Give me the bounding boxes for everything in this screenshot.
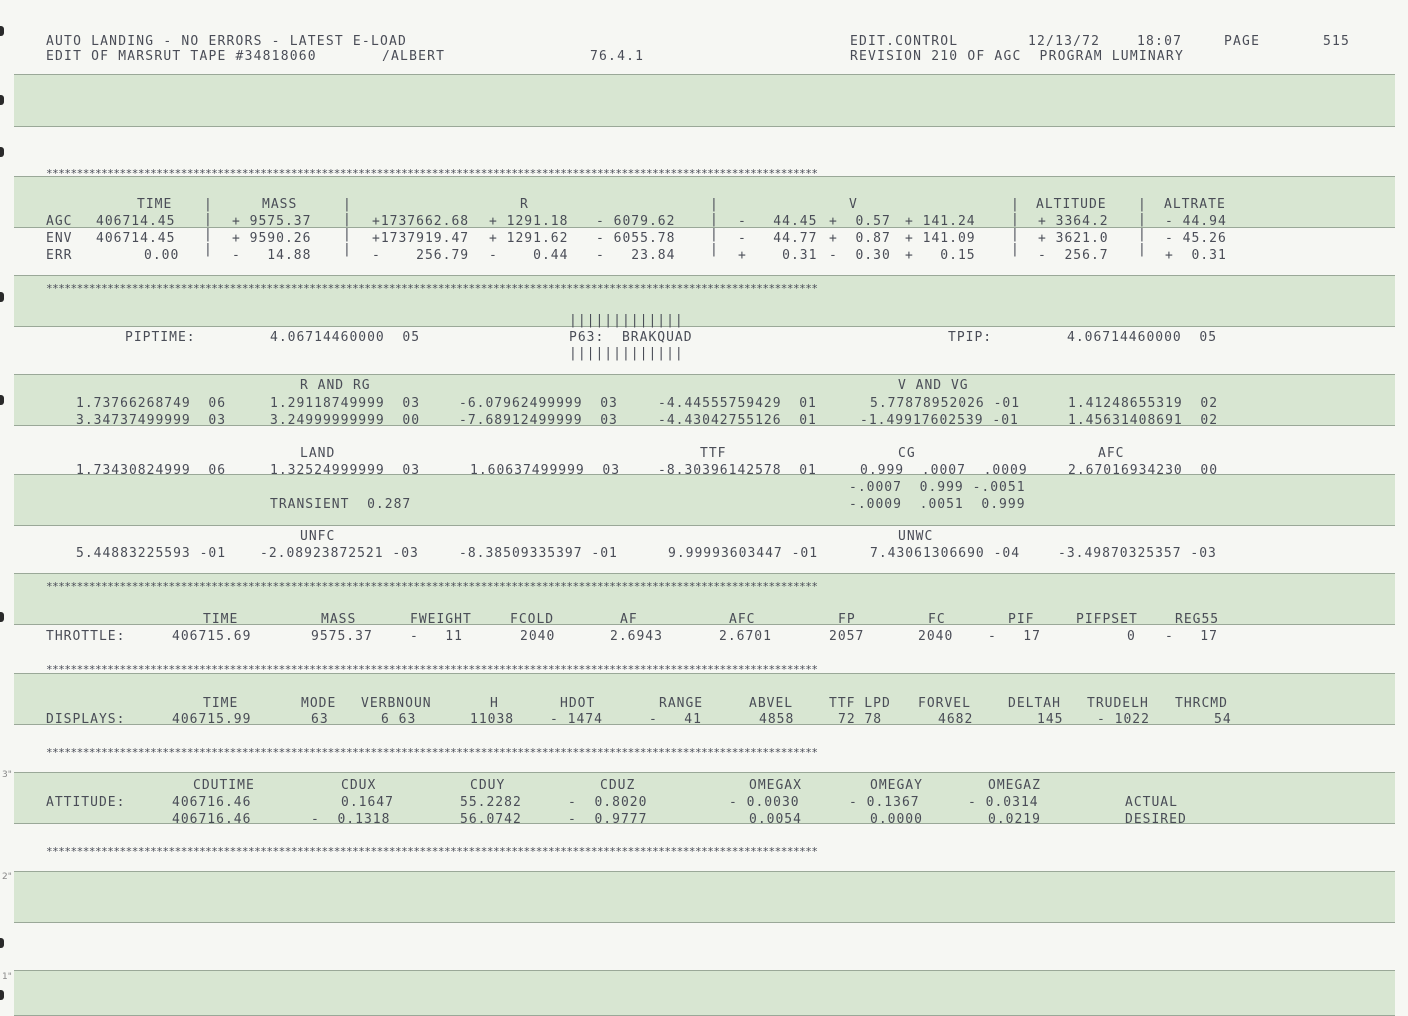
separator: ****************************************************************************************************************************** xyxy=(46,167,818,180)
row-v2: - 0.30 xyxy=(829,248,891,263)
throttle-val: 406715.69 xyxy=(172,629,252,644)
ttf-value: -8.30396142578 01 xyxy=(658,463,817,478)
attitude-desired: DESIRED xyxy=(1125,812,1187,827)
throttle-val: 2.6701 xyxy=(719,629,772,644)
afc-value: 2.67016934230 00 xyxy=(1068,463,1219,478)
header-author: /ALBERT xyxy=(382,49,446,64)
unit-cell: 7.43061306690 -04 xyxy=(870,546,1021,561)
cg-row: -.0009 .0051 0.999 xyxy=(849,497,1026,512)
land-cell: 1.32524999999 03 xyxy=(270,463,421,478)
attitude-col: CDUTIME xyxy=(193,778,255,793)
displays-val: 145 xyxy=(1037,712,1064,727)
row-alt: + 3621.0 xyxy=(1038,231,1109,246)
attitude-val: 0.0219 xyxy=(988,812,1041,827)
row-mass: + 9575.37 xyxy=(232,214,312,229)
displays-col: TTF LPD xyxy=(829,696,891,711)
separator: ****************************************************************************************************************************** xyxy=(46,282,818,295)
margin-mark: 1" xyxy=(2,972,12,982)
row-v2: + 0.57 xyxy=(829,214,891,229)
vec-cell: 1.45631408691 02 xyxy=(1068,413,1219,428)
row-alt: + 3364.2 xyxy=(1038,214,1109,229)
separator: ****************************************************************************************************************************** xyxy=(46,580,818,593)
separator: ****************************************************************************************************************************** xyxy=(46,746,818,759)
attitude-val: - 0.0314 xyxy=(968,795,1039,810)
vec-cell: 1.29118749999 03 xyxy=(270,396,421,411)
attitude-val: - 0.9777 xyxy=(568,812,648,827)
throttle-col: AFC xyxy=(729,612,756,627)
land-title: LAND xyxy=(300,446,336,461)
row-time: 0.00 xyxy=(144,248,180,263)
vec-cell: 5.77878952026 -01 xyxy=(870,396,1021,411)
throttle-val: 2057 xyxy=(829,629,865,644)
feed-hole xyxy=(0,26,4,36)
attitude-val: - 0.8020 xyxy=(568,795,648,810)
col-altrate: ALTRATE xyxy=(1164,197,1226,212)
displays-col: ABVEL xyxy=(749,696,794,711)
throttle-val: - 17 xyxy=(988,629,1041,644)
attitude-col: OMEGAX xyxy=(749,778,802,793)
attitude-val: 0.1647 xyxy=(341,795,394,810)
attitude-col: OMEGAY xyxy=(870,778,923,793)
program-bars-bottom: ||||||||||||| xyxy=(569,346,684,361)
row-r3: - 6055.78 xyxy=(596,231,676,246)
feed-hole xyxy=(0,95,4,105)
displays-col: HDOT xyxy=(560,696,596,711)
header-edit-control: EDIT.CONTROL xyxy=(850,34,959,49)
header-title: AUTO LANDING - NO ERRORS - LATEST E-LOAD xyxy=(46,34,408,49)
vec-cell: 1.41248655319 02 xyxy=(1068,396,1219,411)
displays-col: TIME xyxy=(203,696,239,711)
col-mass: MASS xyxy=(262,197,298,212)
feed-hole xyxy=(0,612,4,622)
attitude-val: 56.0742 xyxy=(460,812,522,827)
displays-col: TRUDELH xyxy=(1087,696,1149,711)
paper-band xyxy=(14,970,1395,1016)
margin-mark: 3" xyxy=(2,770,12,780)
throttle-val: 9575.37 xyxy=(311,629,373,644)
header-tape: EDIT OF MARSRUT TAPE #34818060 xyxy=(46,49,317,64)
row-r2: - 0.44 xyxy=(489,248,569,263)
throttle-val: 2.6943 xyxy=(610,629,663,644)
throttle-label: THROTTLE: xyxy=(46,629,126,644)
divider: | | | | xyxy=(204,197,213,257)
displays-val: - 41 xyxy=(649,712,702,727)
feed-hole xyxy=(0,990,4,1000)
throttle-col: PIFPSET xyxy=(1076,612,1138,627)
throttle-val: 2040 xyxy=(520,629,556,644)
displays-val: 72 78 xyxy=(838,712,883,727)
row-r1: - 256.79 xyxy=(372,248,470,263)
divider: | | | | xyxy=(710,197,719,257)
divider: | | | | xyxy=(343,197,352,257)
throttle-val: - 11 xyxy=(410,629,463,644)
row-v1: - 44.77 xyxy=(738,231,818,246)
throttle-col: TIME xyxy=(203,612,239,627)
divider: | | | | xyxy=(1138,197,1147,257)
vec-cell: -4.43042755126 01 xyxy=(658,413,817,428)
piptime-value: 4.06714460000 05 xyxy=(270,330,421,345)
land-cell: 1.60637499999 03 xyxy=(470,463,621,478)
attitude-col: CDUX xyxy=(341,778,377,793)
vec-cell: 3.34737499999 03 xyxy=(76,413,227,428)
tpip-value: 4.06714460000 05 xyxy=(1067,330,1218,345)
displays-col: VERBNOUN xyxy=(361,696,432,711)
attitude-val: - 0.1318 xyxy=(311,812,391,827)
throttle-col: FCOLD xyxy=(510,612,555,627)
header-page-label: PAGE xyxy=(1224,34,1261,49)
attitude-val: 406716.46 xyxy=(172,795,252,810)
row-altrate: - 45.26 xyxy=(1165,231,1227,246)
displays-val: 4682 xyxy=(938,712,974,727)
throttle-col: AF xyxy=(620,612,638,627)
throttle-val: 0 xyxy=(1127,629,1136,644)
header-time: 18:07 xyxy=(1137,34,1183,49)
row-v1: + 0.31 xyxy=(738,248,818,263)
cg-row: -.0007 0.999 -.0051 xyxy=(849,480,1026,495)
attitude-col: OMEGAZ xyxy=(988,778,1041,793)
row-mass: + 9590.26 xyxy=(232,231,312,246)
row-r2: + 1291.62 xyxy=(489,231,569,246)
row-label: ENV xyxy=(46,231,73,246)
row-v3: + 141.24 xyxy=(905,214,976,229)
row-v3: + 0.15 xyxy=(905,248,976,263)
paper-band xyxy=(14,871,1395,923)
throttle-col: FC xyxy=(928,612,946,627)
separator: ****************************************************************************************************************************** xyxy=(46,663,818,676)
row-r1: +1737919.47 xyxy=(372,231,470,246)
attitude-val: 0.0000 xyxy=(870,812,923,827)
displays-col: MODE xyxy=(301,696,337,711)
col-r: R xyxy=(520,197,529,212)
feed-hole xyxy=(0,292,4,302)
unit-cell: 5.44883225593 -01 xyxy=(76,546,227,561)
vec-cell: -4.44555759429 01 xyxy=(658,396,817,411)
col-v: V xyxy=(849,197,858,212)
header-date: 12/13/72 xyxy=(1028,34,1101,49)
transient: TRANSIENT 0.287 xyxy=(270,497,412,512)
attitude-label: ATTITUDE: xyxy=(46,795,126,810)
unit-cell: -8.38509335397 -01 xyxy=(459,546,618,561)
unit-cell: -2.08923872521 -03 xyxy=(260,546,419,561)
displays-val: 54 xyxy=(1214,712,1232,727)
displays-col: H xyxy=(490,696,499,711)
displays-val: - 1474 xyxy=(550,712,603,727)
displays-val: - 1022 xyxy=(1097,712,1150,727)
margin-mark: 2" xyxy=(2,872,12,882)
displays-col: FORVEL xyxy=(918,696,971,711)
cg-title: CG xyxy=(898,446,916,461)
displays-val: 63 xyxy=(311,712,329,727)
vec-cell: -7.68912499999 03 xyxy=(459,413,618,428)
unfc-title: UNFC xyxy=(300,529,336,544)
throttle-val: 2040 xyxy=(918,629,954,644)
displays-val: 406715.99 xyxy=(172,712,252,727)
row-mass: - 14.88 xyxy=(232,248,312,263)
program-bars-top: ||||||||||||| xyxy=(569,313,684,328)
v-and-vg-title: V AND VG xyxy=(898,378,969,393)
row-altrate: + 0.31 xyxy=(1165,248,1227,263)
throttle-col: REG55 xyxy=(1175,612,1220,627)
throttle-col: MASS xyxy=(321,612,357,627)
separator: ****************************************************************************************************************************** xyxy=(46,845,818,858)
displays-val: 6 63 xyxy=(381,712,417,727)
vec-cell: 3.24999999999 00 xyxy=(270,413,421,428)
displays-val: 11038 xyxy=(470,712,515,727)
displays-label: DISPLAYS: xyxy=(46,712,126,727)
tpip-label: TPIP: xyxy=(948,330,993,345)
attitude-val: 0.0054 xyxy=(749,812,802,827)
attitude-val: 55.2282 xyxy=(460,795,522,810)
row-alt: - 256.7 xyxy=(1038,248,1109,263)
unit-cell: -3.49870325357 -03 xyxy=(1058,546,1217,561)
row-r2: + 1291.18 xyxy=(489,214,569,229)
displays-col: RANGE xyxy=(659,696,704,711)
attitude-actual: ACTUAL xyxy=(1125,795,1178,810)
row-r3: - 23.84 xyxy=(596,248,676,263)
r-and-rg-title: R AND RG xyxy=(300,378,371,393)
row-time: 406714.45 xyxy=(96,231,176,246)
header-page-number: 515 xyxy=(1323,34,1351,49)
throttle-col: PIF xyxy=(1008,612,1035,627)
piptime-label: PIPTIME: xyxy=(125,330,196,345)
vec-cell: -1.49917602539 -01 xyxy=(860,413,1019,428)
cg-row: 0.999 .0007 .0009 xyxy=(860,463,1028,478)
row-v2: + 0.87 xyxy=(829,231,891,246)
feed-hole xyxy=(0,938,4,948)
header-revision: REVISION 210 OF AGC PROGRAM LUMINARY xyxy=(850,49,1184,64)
col-altitude: ALTITUDE xyxy=(1036,197,1107,212)
throttle-col: FWEIGHT xyxy=(410,612,472,627)
row-r1: +1737662.68 xyxy=(372,214,470,229)
ttf-title: TTF xyxy=(700,446,727,461)
throttle-col: FP xyxy=(838,612,856,627)
row-v1: - 44.45 xyxy=(738,214,818,229)
row-label: ERR xyxy=(46,248,73,263)
attitude-val: - 0.1367 xyxy=(849,795,920,810)
row-label: AGC xyxy=(46,214,73,229)
row-altrate: - 44.94 xyxy=(1165,214,1227,229)
attitude-col: CDUY xyxy=(470,778,506,793)
program-name: P63: BRAKQUAD xyxy=(569,330,693,345)
row-v3: + 141.09 xyxy=(905,231,976,246)
feed-hole xyxy=(0,395,4,405)
feed-hole xyxy=(0,147,4,157)
vec-cell: 1.73766268749 06 xyxy=(76,396,227,411)
paper-band xyxy=(14,474,1395,526)
unwc-title: UNWC xyxy=(898,529,934,544)
displays-val: 4858 xyxy=(759,712,795,727)
row-time: 406714.45 xyxy=(96,214,176,229)
displays-col: THRCMD xyxy=(1175,696,1228,711)
divider: | | | | xyxy=(1011,197,1020,257)
throttle-val: - 17 xyxy=(1165,629,1218,644)
vec-cell: -6.07962499999 03 xyxy=(459,396,618,411)
header-version: 76.4.1 xyxy=(590,49,645,64)
col-time: TIME xyxy=(137,197,173,212)
unit-cell: 9.99993603447 -01 xyxy=(668,546,819,561)
row-r3: - 6079.62 xyxy=(596,214,676,229)
paper-band xyxy=(14,74,1395,127)
attitude-col: CDUZ xyxy=(600,778,636,793)
afc-title: AFC xyxy=(1098,446,1125,461)
attitude-val: 406716.46 xyxy=(172,812,252,827)
displays-col: DELTAH xyxy=(1008,696,1061,711)
attitude-val: - 0.0030 xyxy=(729,795,800,810)
land-cell: 1.73430824999 06 xyxy=(76,463,227,478)
